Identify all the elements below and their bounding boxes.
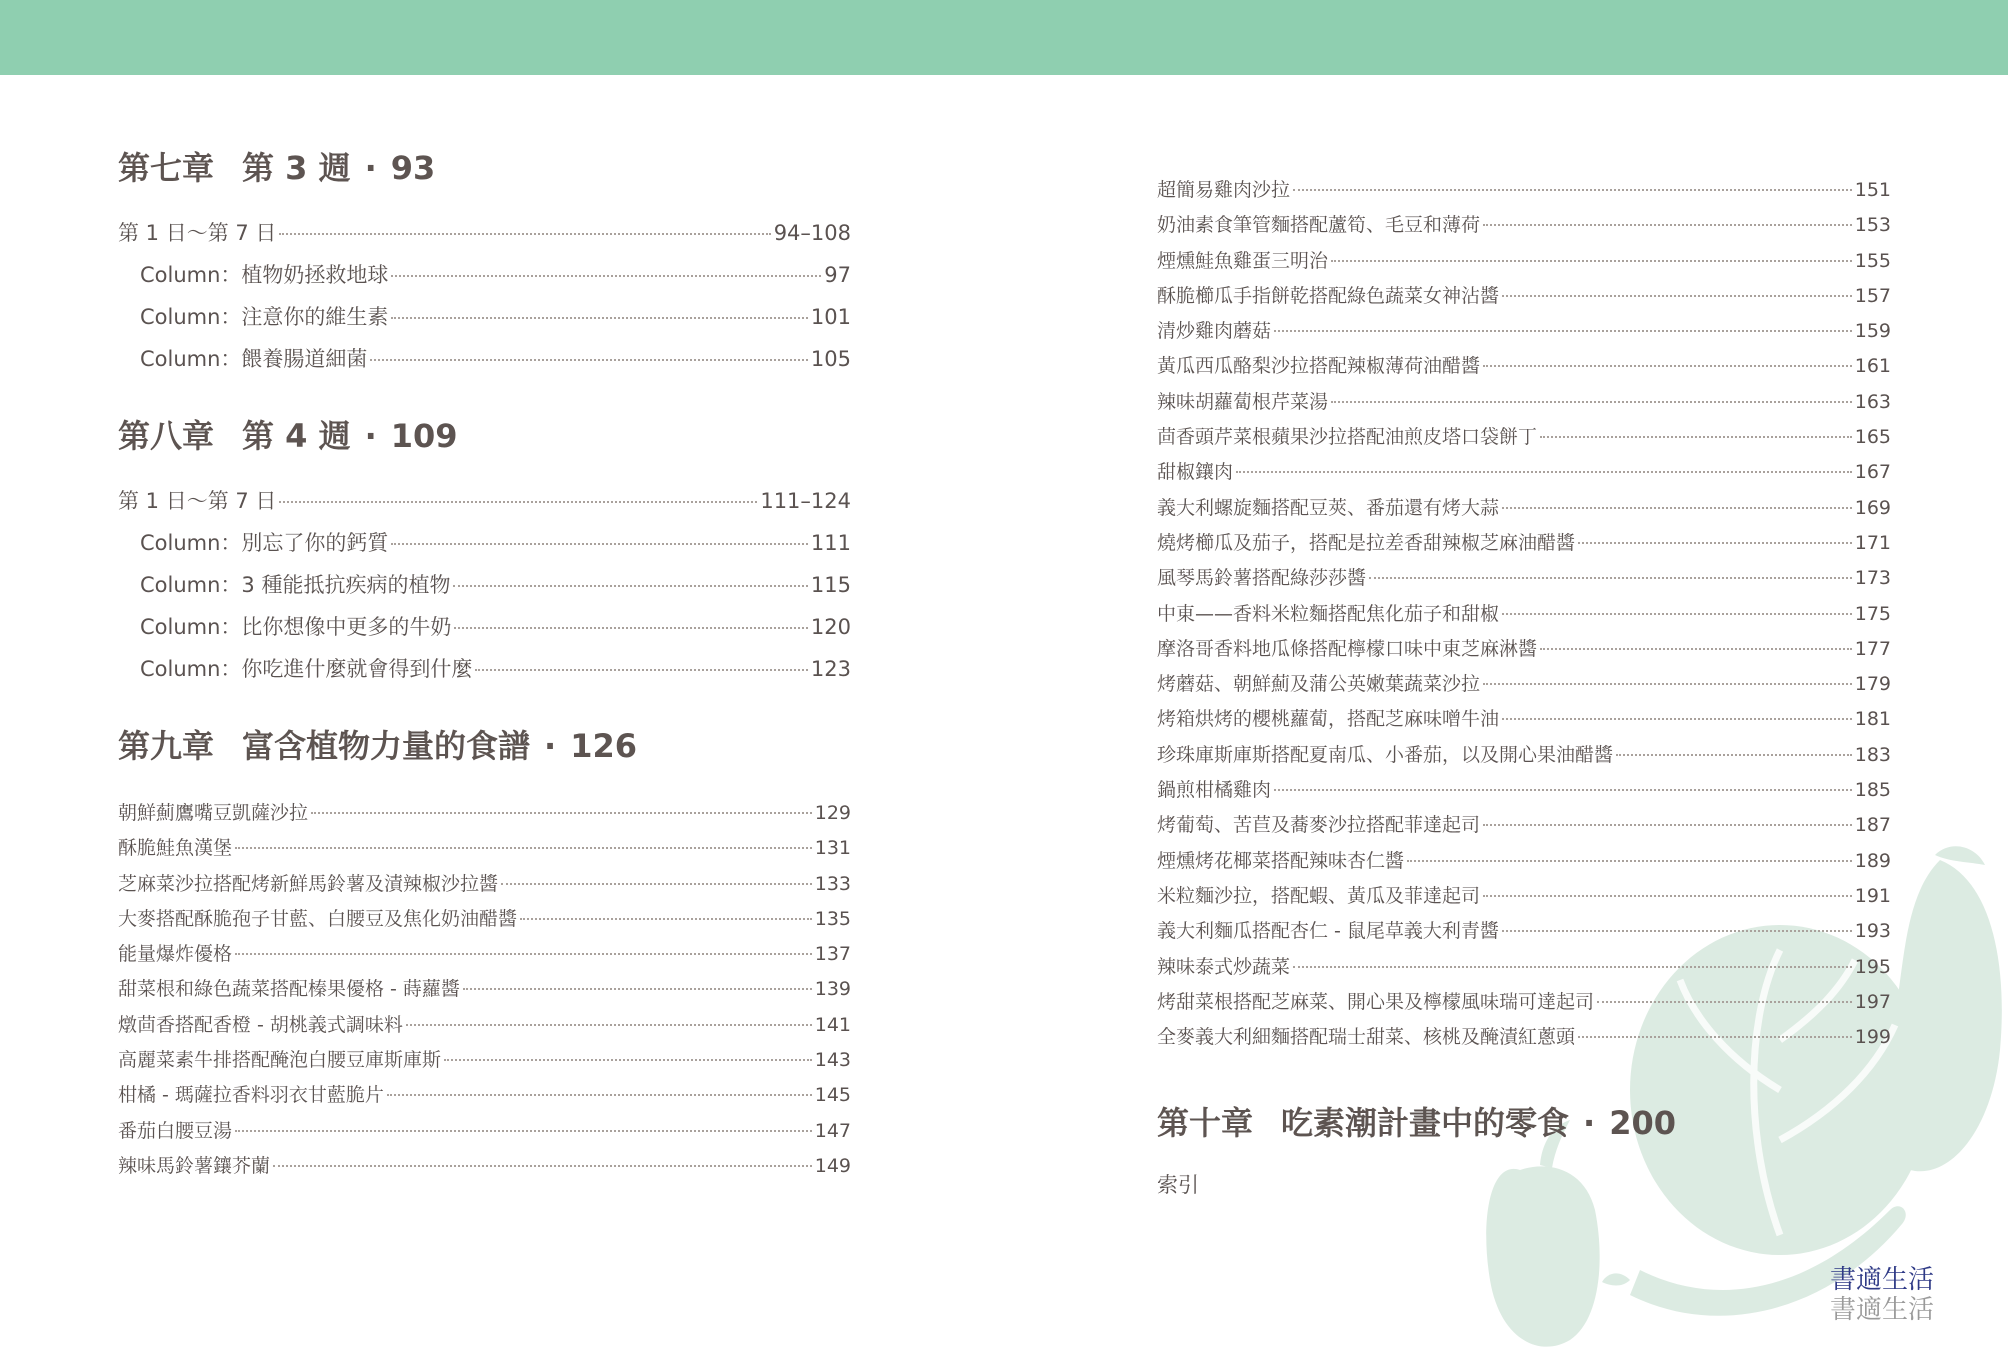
toc-entry[interactable] <box>118 296 851 338</box>
toc-entry-title: 摩洛哥香料地瓜條搭配檸檬口味中東芝麻淋醬 <box>1157 637 1538 660</box>
toc-entry[interactable] <box>1157 314 1891 349</box>
toc-entry[interactable] <box>1157 385 1891 420</box>
dot-leader <box>391 317 807 319</box>
toc-entry-page: 101 <box>810 305 851 329</box>
dot-leader <box>1293 189 1852 191</box>
toc-entry-title: 烤蘑菇、朝鮮薊及蒲公英嫩葉蔬菜沙拉 <box>1157 673 1481 696</box>
dot-leader <box>1540 436 1852 438</box>
toc-entry-page: 163 <box>1854 390 1891 413</box>
toc-entry-page: 131 <box>814 837 851 860</box>
toc-entry-title: 芝麻菜沙拉搭配烤新鮮馬鈴薯及漬辣椒沙拉醬 <box>118 872 499 895</box>
toc-entry-title: 甜椒鑲肉 <box>1157 461 1234 484</box>
dot-leader <box>391 543 807 545</box>
toc-entry[interactable] <box>1157 244 1891 279</box>
separator-dot: · <box>544 727 557 765</box>
toc-entry-title: 茴香頭芹菜根蘋果沙拉搭配油煎皮塔口袋餅丁 <box>1157 426 1538 449</box>
top-color-band <box>0 0 2008 75</box>
toc-entry[interactable] <box>1157 738 1891 773</box>
chapter-page: 126 <box>570 727 637 765</box>
toc-entry[interactable] <box>118 648 851 690</box>
toc-entry[interactable] <box>1157 773 1891 808</box>
dot-leader <box>1578 1036 1852 1038</box>
toc-entry-page: 199 <box>1854 1026 1891 1049</box>
dot-leader <box>475 669 807 671</box>
toc-entry[interactable] <box>118 564 851 606</box>
toc-entry-page: 193 <box>1854 920 1891 943</box>
dot-leader <box>1502 507 1852 509</box>
toc-entry-page: 195 <box>1854 955 1891 978</box>
toc-entry[interactable] <box>1157 667 1891 702</box>
toc-entry-page: 111 <box>810 531 851 555</box>
index-link[interactable]: 索引 <box>1157 1173 1199 1198</box>
toc-entry-title: 能量爆炸優格 <box>118 943 233 966</box>
dot-leader <box>387 1094 812 1096</box>
entries <box>118 212 851 380</box>
dot-leader <box>235 1130 812 1132</box>
dot-leader <box>1483 365 1852 367</box>
toc-entry-page: 115 <box>810 573 851 597</box>
chapter-heading-10[interactable] <box>1157 1095 1891 1151</box>
toc-entry[interactable] <box>118 902 851 937</box>
toc-entry-page: 149 <box>814 1154 851 1177</box>
dot-leader <box>501 883 812 885</box>
toc-entry[interactable] <box>1157 914 1891 949</box>
toc-entry-page: 171 <box>1854 531 1891 554</box>
dot-leader <box>406 1024 812 1026</box>
toc-entry-title: Column：3 種能抵抗疾病的植物 <box>140 573 451 597</box>
dot-leader <box>453 585 807 587</box>
toc-entry-page: 147 <box>814 1119 851 1142</box>
toc-entry-title: 風琴馬鈴薯搭配綠莎莎醬 <box>1157 567 1367 590</box>
toc-left-column <box>118 140 851 1184</box>
dot-leader <box>1331 401 1852 403</box>
toc-entry[interactable] <box>118 1114 851 1149</box>
toc-entry-title: 朝鮮薊鷹嘴豆凱薩沙拉 <box>118 802 309 824</box>
toc-entry-page: 139 <box>814 978 851 1001</box>
dot-leader <box>1502 930 1852 932</box>
toc-entry-page: 185 <box>1854 779 1891 802</box>
toc-entry[interactable] <box>1157 950 1891 985</box>
toc-entry-page: 129 <box>814 802 851 824</box>
separator-dot: · <box>364 417 377 455</box>
toc-entry-title: 清炒雞肉蘑菇 <box>1157 320 1272 343</box>
toc-entry-page: 105 <box>810 347 851 371</box>
toc-entry-title: 義大利螺旋麵搭配豆莢、番茄還有烤大蒜 <box>1157 496 1500 519</box>
toc-entry[interactable] <box>118 338 851 380</box>
toc-entry-page: 145 <box>814 1084 851 1107</box>
dot-leader <box>1502 718 1852 720</box>
toc-entry[interactable] <box>118 1008 851 1043</box>
toc-entry-page: 157 <box>1854 284 1891 307</box>
toc-entry-page: 175 <box>1854 602 1891 625</box>
toc-entry[interactable] <box>1157 349 1891 384</box>
dot-leader <box>520 918 812 920</box>
chapter-title: 吃素潮計畫中的零食 <box>1281 1104 1570 1143</box>
toc-entry-title: 中東——香料米粒麵搭配焦化茄子和甜椒 <box>1157 602 1500 625</box>
dot-leader <box>1502 613 1852 615</box>
toc-entry-title: 酥脆鮭魚漢堡 <box>118 837 233 860</box>
toc-entry-title: 奶油素食筆管麵搭配蘆筍、毛豆和薄荷 <box>1157 214 1481 237</box>
dot-leader <box>1483 224 1852 226</box>
dot-leader <box>1483 824 1852 826</box>
toc-entry-title: 煙燻烤花椰菜搭配辣味杏仁醬 <box>1157 849 1405 872</box>
toc-entry[interactable] <box>118 522 851 564</box>
dot-leader <box>273 1165 812 1167</box>
dot-leader <box>1407 860 1852 862</box>
toc-entry-title: 米粒麵沙拉，搭配蝦、黃瓜及菲達起司 <box>1157 884 1481 907</box>
dot-leader <box>391 275 821 277</box>
dot-leader <box>1597 1001 1852 1003</box>
toc-entry-title: 燉茴香搭配香橙 - 胡桃義式調味料 <box>118 1013 403 1036</box>
chapter-heading-8[interactable] <box>118 408 851 464</box>
toc-entry-title: 烤葡萄、苦苣及蕎麥沙拉搭配菲達起司 <box>1157 814 1481 837</box>
dot-leader <box>463 988 812 990</box>
toc-entry[interactable] <box>118 796 851 831</box>
toc-entry-title: 超簡易雞肉沙拉 <box>1157 179 1291 201</box>
toc-entry-page: 133 <box>814 872 851 895</box>
toc-entry-page: 165 <box>1854 426 1891 449</box>
toc-entry[interactable] <box>118 606 851 648</box>
toc-entry-title: Column：注意你的維生素 <box>140 305 389 329</box>
toc-entry-page: 169 <box>1854 496 1891 519</box>
entries <box>118 480 851 690</box>
dot-leader <box>235 847 812 849</box>
dot-leader <box>279 501 757 503</box>
toc-entry-title: 第 1 日～第 7 日 <box>118 489 277 513</box>
dot-leader <box>1616 754 1852 756</box>
dot-leader <box>1274 789 1852 791</box>
dot-leader <box>1236 471 1852 473</box>
dot-leader <box>1331 260 1852 262</box>
toc-entry[interactable] <box>1157 879 1891 914</box>
chapter-number: 第九章 <box>118 727 215 765</box>
toc-entry-page: 137 <box>814 943 851 966</box>
toc-entry-page: 155 <box>1854 249 1891 272</box>
toc-entry[interactable] <box>1157 1020 1891 1055</box>
toc-entry[interactable] <box>1157 491 1891 526</box>
toc-entry[interactable] <box>118 1043 851 1078</box>
toc-entry[interactable] <box>1157 702 1891 737</box>
toc-entry-title: 辣味泰式炒蔬菜 <box>1157 955 1291 978</box>
toc-entry[interactable] <box>118 867 851 902</box>
toc-entry-page: 167 <box>1854 461 1891 484</box>
toc-entry-page: 161 <box>1854 355 1891 378</box>
dot-leader <box>1483 895 1852 897</box>
toc-entry[interactable] <box>118 937 851 972</box>
toc-entry-title: 甜菜根和綠色蔬菜搭配榛果優格 - 蒔蘿醬 <box>118 978 460 1001</box>
toc-entry-page: 153 <box>1854 214 1891 237</box>
publisher-name: 書適生活 <box>1830 1265 1935 1295</box>
dot-leader <box>1274 330 1852 332</box>
toc-entry[interactable] <box>118 1149 851 1184</box>
toc-entry-page: 183 <box>1854 743 1891 766</box>
toc-entry[interactable] <box>118 480 851 522</box>
chapter-number: 第十章 <box>1157 1104 1254 1143</box>
toc-entry-page: 135 <box>814 907 851 930</box>
separator-dot: · <box>364 149 377 187</box>
toc-entry[interactable] <box>1157 632 1891 667</box>
chapter-number: 第七章 <box>118 149 215 187</box>
toc-entry[interactable] <box>1157 808 1891 843</box>
chapter-page: 200 <box>1609 1104 1676 1143</box>
chapter-heading-7[interactable] <box>118 140 851 196</box>
toc-entry-page: 143 <box>814 1049 851 1072</box>
toc-entry[interactable] <box>1157 561 1891 596</box>
toc-entry-title: 烤箱烘烤的櫻桃蘿蔔，搭配芝麻味噌牛油 <box>1157 708 1500 731</box>
chapter-page: 93 <box>390 149 436 187</box>
toc-entry-title: Column：別忘了你的鈣質 <box>140 531 389 555</box>
toc-entry[interactable] <box>1157 279 1891 314</box>
toc-entry-title: Column：你吃進什麼就會得到什麼 <box>140 657 473 681</box>
toc-entry-title: 高麗菜素牛排搭配醃泡白腰豆庫斯庫斯 <box>118 1049 442 1072</box>
toc-entry-title: 義大利麵瓜搭配杏仁 - 鼠尾草義大利青醬 <box>1157 920 1499 943</box>
publisher-logo <box>1830 1265 1934 1325</box>
dot-leader <box>454 627 807 629</box>
chapter-heading-9[interactable] <box>118 718 851 774</box>
dot-leader <box>1293 966 1852 968</box>
toc-entry-page: 187 <box>1854 814 1891 837</box>
chapter-title: 第 4 週 <box>242 417 351 455</box>
dot-leader <box>1502 295 1852 297</box>
toc-entry[interactable] <box>118 1078 851 1113</box>
toc-entry-title: 辣味馬鈴薯鑲芥蘭 <box>118 1154 271 1177</box>
chapter-title: 富含植物力量的食譜 <box>242 727 531 765</box>
toc-entry-title: 番茄白腰豆湯 <box>118 1119 233 1142</box>
toc-entry[interactable] <box>1157 985 1891 1020</box>
toc-entry-title: 柑橘 - 瑪薩拉香料羽衣甘藍脆片 <box>118 1084 384 1107</box>
toc-entry-title: 煙燻鮭魚雞蛋三明治 <box>1157 249 1329 272</box>
dot-leader <box>1483 683 1852 685</box>
toc-entry-title: 烤甜菜根搭配芝麻菜、開心果及檸檬風味瑞可達起司 <box>1157 990 1595 1013</box>
toc-entry-page: 159 <box>1854 320 1891 343</box>
toc-entry-title: 辣味胡蘿蔔根芹菜湯 <box>1157 390 1329 413</box>
entries <box>1157 173 1891 1055</box>
dot-leader <box>1540 648 1852 650</box>
dot-leader <box>235 953 812 955</box>
dot-leader <box>311 812 812 814</box>
toc-entry-page: 94–108 <box>773 221 851 245</box>
dot-leader <box>1369 577 1852 579</box>
toc-entry-page: 191 <box>1854 884 1891 907</box>
chapter-title: 第 3 週 <box>242 149 351 187</box>
toc-entry-page: 97 <box>824 263 851 287</box>
toc-entry-title: 黃瓜西瓜酪梨沙拉搭配辣椒薄荷油醋醬 <box>1157 355 1481 378</box>
separator-dot: · <box>1583 1104 1596 1143</box>
toc-entry-page: 177 <box>1854 637 1891 660</box>
toc-entry-page: 151 <box>1854 179 1891 201</box>
entries <box>118 796 851 1184</box>
toc-entry-page: 173 <box>1854 567 1891 590</box>
toc-entry-page: 123 <box>810 657 851 681</box>
toc-entry-page: 141 <box>814 1013 851 1036</box>
toc-entry-title: 全麥義大利細麵搭配瑞士甜菜、核桃及醃漬紅蔥頭 <box>1157 1026 1576 1049</box>
toc-entry[interactable] <box>1157 208 1891 243</box>
toc-entry[interactable] <box>118 831 851 866</box>
toc-right-column <box>1157 173 1891 1199</box>
toc-entry-page: 111–124 <box>760 489 851 513</box>
toc-entry[interactable] <box>1157 420 1891 455</box>
toc-entry-page: 181 <box>1854 708 1891 731</box>
toc-entry-page: 120 <box>810 615 851 639</box>
toc-entry[interactable] <box>1157 597 1891 632</box>
toc-entry-title: Column：比你想像中更多的牛奶 <box>140 615 452 639</box>
toc-entry[interactable] <box>118 212 851 254</box>
toc-entry[interactable] <box>1157 173 1891 208</box>
dot-leader <box>370 359 807 361</box>
toc-entry-page: 189 <box>1854 849 1891 872</box>
toc-entry[interactable] <box>118 254 851 296</box>
dot-leader <box>279 233 770 235</box>
toc-entry[interactable] <box>1157 844 1891 879</box>
toc-entry-title: 珍珠庫斯庫斯搭配夏南瓜、小番茄，以及開心果油醋醬 <box>1157 743 1614 766</box>
toc-entry-title: 大麥搭配酥脆孢子甘藍、白腰豆及焦化奶油醋醬 <box>118 907 518 930</box>
toc-entry[interactable] <box>1157 526 1891 561</box>
chapter-page: 109 <box>390 417 458 455</box>
toc-entry-title: 鍋煎柑橘雞肉 <box>1157 779 1272 802</box>
toc-entry-title: Column：餵養腸道細菌 <box>140 347 368 371</box>
toc-entry-page: 179 <box>1854 673 1891 696</box>
toc-entry[interactable] <box>1157 455 1891 490</box>
toc-entry-title: 燒烤櫛瓜及茄子，搭配是拉差香甜辣椒芝麻油醋醬 <box>1157 531 1576 554</box>
toc-entry-title: Column：植物奶拯救地球 <box>140 263 389 287</box>
dot-leader <box>1578 542 1852 544</box>
publisher-name-shadow: 書適生活 <box>1830 1295 1935 1325</box>
dot-leader <box>444 1059 812 1061</box>
chapter-number: 第八章 <box>118 417 215 455</box>
toc-entry-title: 酥脆櫛瓜手指餅乾搭配綠色蔬菜女神沾醬 <box>1157 284 1500 307</box>
toc-entry-page: 197 <box>1854 990 1891 1013</box>
toc-entry-title: 第 1 日～第 7 日 <box>118 221 277 245</box>
toc-entry[interactable] <box>118 972 851 1007</box>
